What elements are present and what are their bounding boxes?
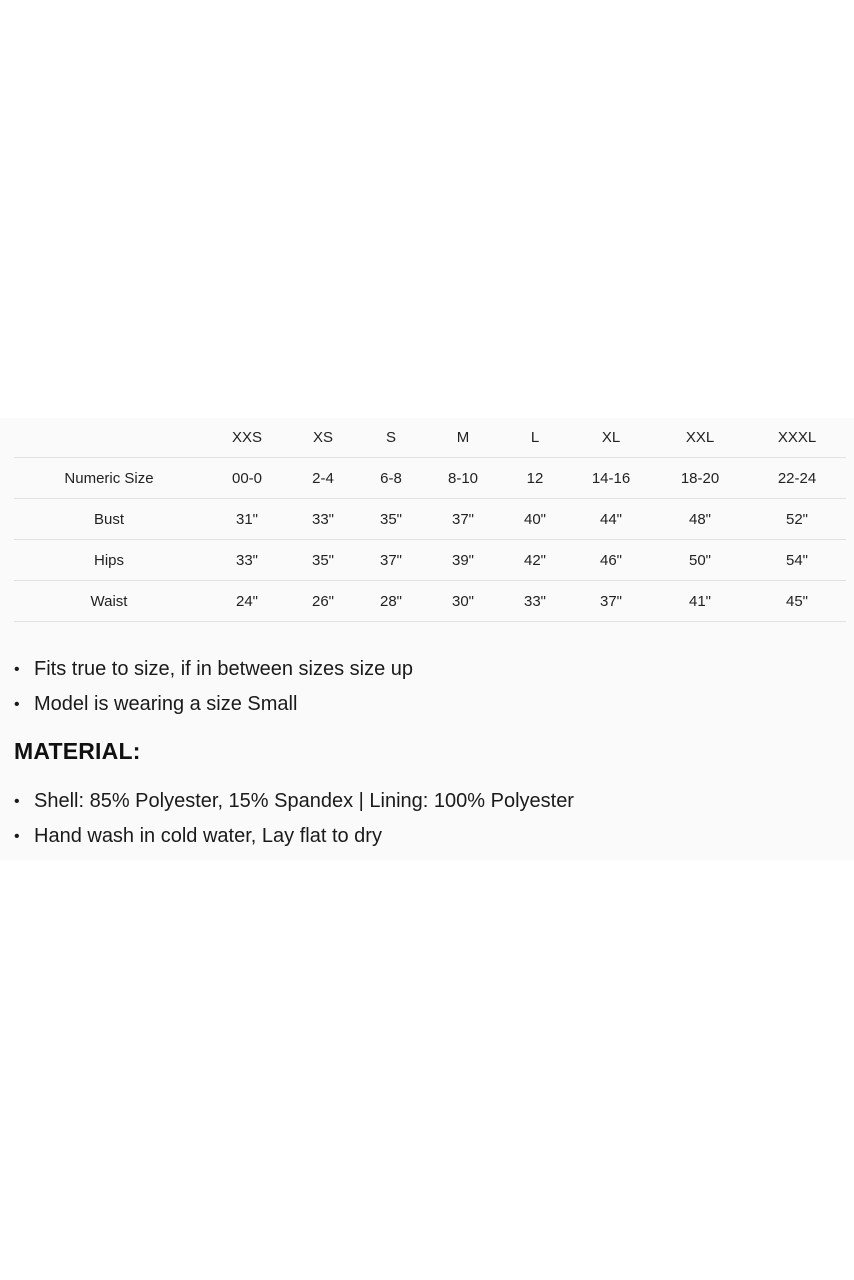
bullet-icon: • <box>14 696 20 713</box>
table-cell: 33" <box>290 499 356 540</box>
bullet-icon: • <box>14 793 20 810</box>
size-header-xxxl: XXXL <box>748 418 846 458</box>
row-label: Waist <box>14 581 204 622</box>
table-cell: 39" <box>426 540 500 581</box>
bullet-icon: • <box>14 828 20 845</box>
list-item <box>14 652 413 687</box>
size-header-row <box>14 418 846 458</box>
table-cell: 40" <box>500 499 570 540</box>
table-cell: 37" <box>356 540 426 581</box>
table-cell: 54" <box>748 540 846 581</box>
size-header-l: L <box>500 418 570 458</box>
table-row-bust <box>14 499 846 540</box>
material-heading: MATERIAL: <box>14 738 141 764</box>
table-cell: 18-20 <box>652 458 748 499</box>
table-cell: 31" <box>204 499 290 540</box>
table-cell: 35" <box>356 499 426 540</box>
material-list <box>14 784 574 854</box>
table-cell: 42" <box>500 540 570 581</box>
table-cell: 37" <box>570 581 652 622</box>
table-cell: 2-4 <box>290 458 356 499</box>
table-row-hips <box>14 540 846 581</box>
list-item <box>14 687 413 722</box>
table-cell: 8-10 <box>426 458 500 499</box>
material-item-text: Hand wash in cold water, Lay flat to dry <box>34 825 382 847</box>
size-header-xxs: XXS <box>204 418 290 458</box>
size-chart-table <box>14 418 846 622</box>
product-details-panel <box>0 418 854 860</box>
table-cell: 46" <box>570 540 652 581</box>
fit-note-text: Fits true to size, if in between sizes size up <box>34 658 414 680</box>
fit-note-text: Model is wearing a size Small <box>34 693 298 715</box>
size-header-xl: XL <box>570 418 652 458</box>
table-cell: 28" <box>356 581 426 622</box>
table-cell: 6-8 <box>356 458 426 499</box>
size-header-xxl: XXL <box>652 418 748 458</box>
table-cell: 00-0 <box>204 458 290 499</box>
table-cell: 24" <box>204 581 290 622</box>
table-row-numeric-size <box>14 458 846 499</box>
row-label: Numeric Size <box>14 458 204 499</box>
table-cell: 12 <box>500 458 570 499</box>
size-header-m: M <box>426 418 500 458</box>
table-cell: 45" <box>748 581 846 622</box>
table-cell: 14-16 <box>570 458 652 499</box>
material-item-text: Shell: 85% Polyester, 15% Spandex | Lining: 100% Polyester <box>34 790 574 812</box>
table-cell: 30" <box>426 581 500 622</box>
size-header-xs: XS <box>290 418 356 458</box>
table-cell: 52" <box>748 499 846 540</box>
row-label: Bust <box>14 499 204 540</box>
list-item <box>14 819 574 854</box>
table-cell: 22-24 <box>748 458 846 499</box>
table-cell: 44" <box>570 499 652 540</box>
table-cell: 37" <box>426 499 500 540</box>
table-cell: 33" <box>204 540 290 581</box>
header-corner-cell <box>14 418 204 458</box>
table-cell: 35" <box>290 540 356 581</box>
size-header-s: S <box>356 418 426 458</box>
table-cell: 41" <box>652 581 748 622</box>
table-cell: 33" <box>500 581 570 622</box>
table-cell: 50" <box>652 540 748 581</box>
table-row-waist <box>14 581 846 622</box>
list-item <box>14 784 574 819</box>
bullet-icon: • <box>14 661 20 678</box>
row-label: Hips <box>14 540 204 581</box>
table-cell: 48" <box>652 499 748 540</box>
fit-notes-list <box>14 652 413 722</box>
table-cell: 26" <box>290 581 356 622</box>
